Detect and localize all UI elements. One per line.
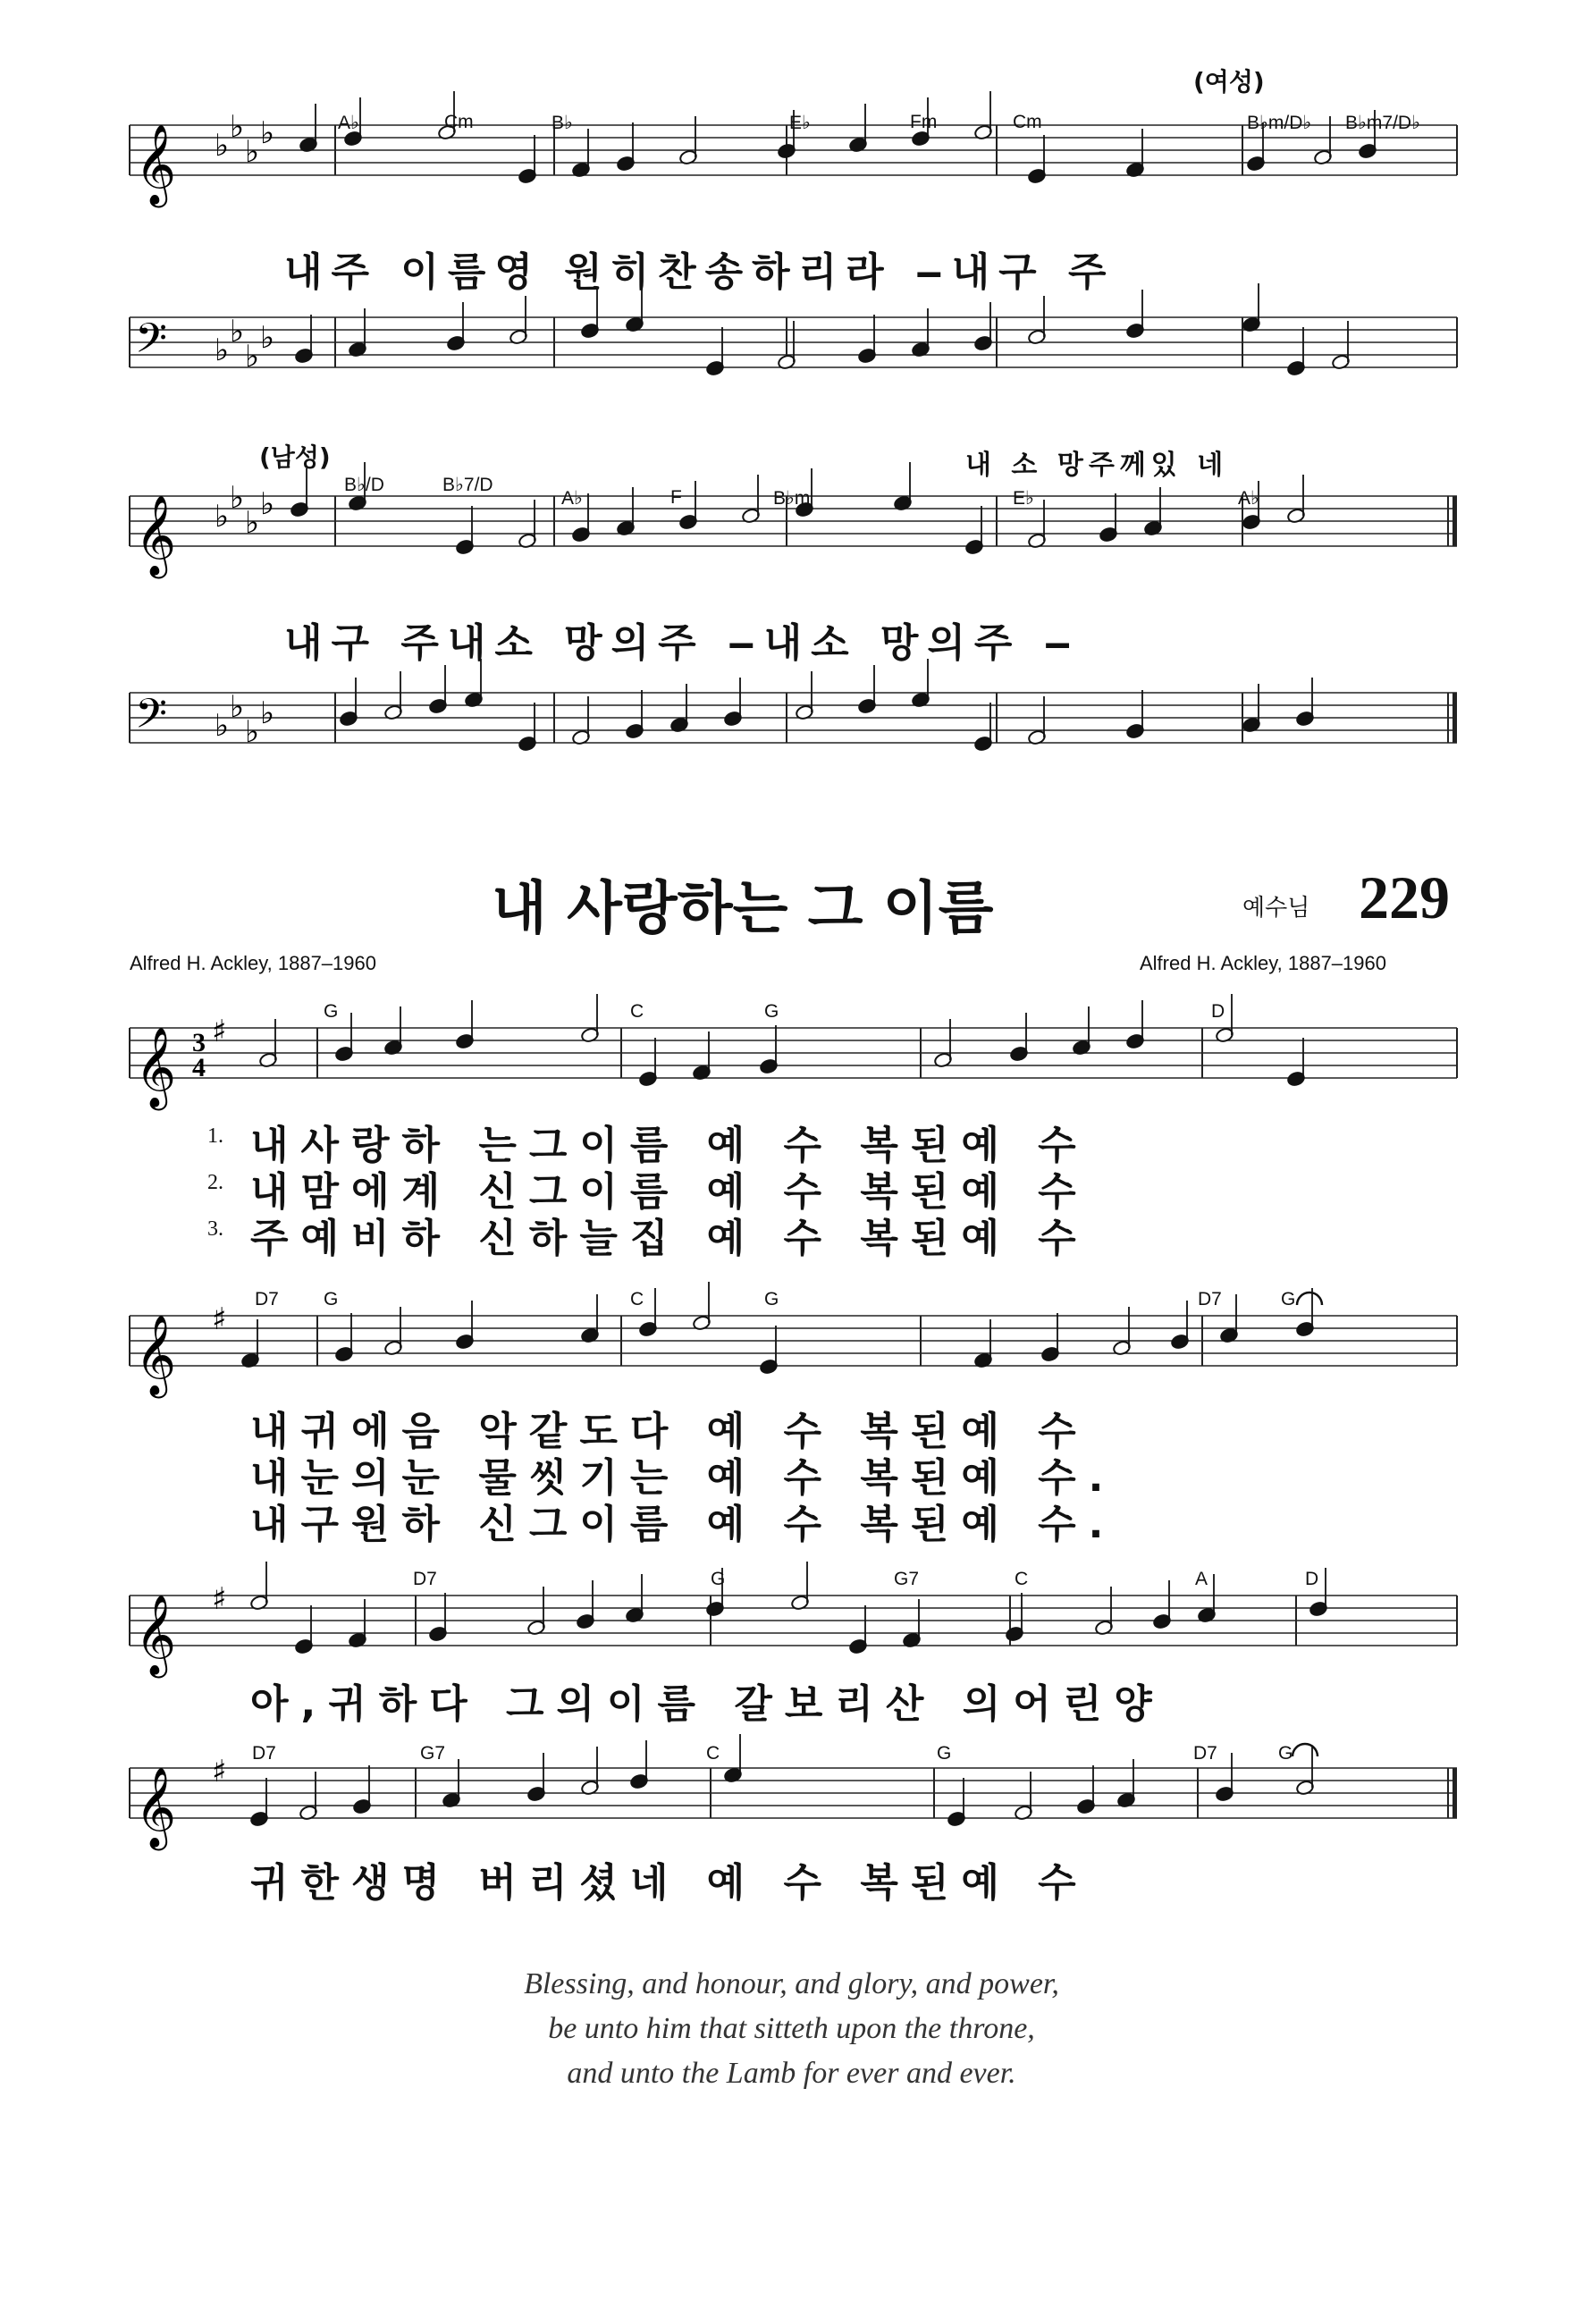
lyrics-line: 내구 주내소 망의주 ‒내소 망의주 ‒: [284, 620, 1081, 666]
treble-clef: 𝄞: [135, 1767, 177, 1848]
flat-sign: ♭: [245, 339, 260, 375]
upper-lyrics-line: 내 소 망주께있 네: [965, 450, 1229, 481]
hymn-category: 예수님: [1242, 895, 1310, 922]
sharp-sign: ♯: [212, 1014, 227, 1049]
chord-symbol: B♭m7/D♭: [1345, 113, 1420, 133]
flat-sign: ♭: [260, 320, 275, 356]
chord-symbol: B♭: [552, 113, 573, 133]
chord-symbol: G: [764, 1001, 779, 1022]
final-barline: [1452, 693, 1457, 743]
flat-sign: ♭: [215, 708, 230, 744]
flat-sign: ♭: [245, 134, 260, 170]
treble-clef: 𝄞: [135, 1595, 177, 1675]
chord-symbol: D: [1211, 1001, 1225, 1022]
chord-symbol: E♭: [1013, 488, 1034, 509]
sharp-sign: ♯: [212, 1754, 227, 1789]
fermata-mark: [1293, 1744, 1318, 1756]
chord-symbol: A♭: [1238, 488, 1259, 509]
verse-number: 2.: [207, 1171, 223, 1194]
music-credit: Alfred H. Ackley, 1887–1960: [1140, 952, 1386, 974]
bass-clef: 𝄢: [135, 690, 168, 748]
flat-sign: ♭: [260, 115, 275, 151]
chord-symbol: A♭: [561, 488, 583, 509]
scripture-line: Blessing, and honour, and glory, and power,: [524, 1967, 1059, 2000]
chord-symbol: D: [1305, 1569, 1319, 1589]
bass-clef: 𝄢: [135, 315, 168, 373]
lyrics-verse-3: 내구원하 신그이름 예 수 복된예 수.: [250, 1502, 1116, 1547]
chord-symbol: F: [670, 487, 682, 508]
chord-symbol: G: [324, 1001, 339, 1022]
time-signature-bottom: 4: [192, 1053, 206, 1082]
chord-symbol: B♭/D: [344, 475, 384, 495]
sharp-sign: ♯: [212, 1301, 227, 1337]
flat-sign: ♭: [230, 314, 245, 349]
men-part-label: (남성): [259, 442, 331, 472]
treble-clef: 𝄞: [135, 495, 177, 576]
verse-number: 1.: [207, 1124, 223, 1148]
chord-symbol: G: [711, 1569, 726, 1589]
chord-symbol: G7: [420, 1743, 446, 1764]
fermata-mark: [1297, 1293, 1322, 1305]
flat-sign: ♭: [260, 695, 275, 731]
lyrics-verse-2: 내맘에계 신그이름 예 수 복된예 수: [250, 1169, 1089, 1215]
lyrics-verse-1: 내귀에음 악같도다 예 수 복된예 수: [250, 1409, 1089, 1454]
chord-symbol: B♭m/D♭: [1247, 113, 1312, 133]
chord-symbol: G: [1278, 1743, 1293, 1764]
final-barline: [1452, 496, 1457, 546]
lyrics-verse-1: 내사랑하 는그이름 예 수 복된예 수: [250, 1123, 1089, 1168]
chord-symbol: Cm: [1013, 112, 1042, 132]
treble-clef: 𝄞: [135, 1315, 177, 1395]
lyrics-verse-3: 주예비하 신하늘집 예 수 복된예 수: [250, 1216, 1089, 1261]
chord-symbol: C: [630, 1289, 644, 1309]
chord-symbol: B♭m: [773, 488, 811, 509]
chord-symbol: C: [630, 1001, 644, 1022]
chord-symbol: G: [1281, 1289, 1296, 1309]
sharp-sign: ♯: [212, 1581, 227, 1617]
chord-symbol: C: [1015, 1569, 1029, 1589]
flat-sign: ♭: [230, 689, 245, 725]
chord-symbol: D7: [252, 1743, 276, 1764]
chord-symbol: A: [1195, 1569, 1208, 1589]
chord-symbol: D7: [1193, 1743, 1217, 1764]
flat-sign: ♭: [245, 505, 260, 541]
lyrics-refrain: 아,귀하다 그의이름 갈보리산 의어린양: [250, 1681, 1165, 1727]
chord-symbol: C: [706, 1743, 720, 1764]
chord-symbol: D7: [255, 1289, 279, 1309]
final-barline: [1452, 1768, 1457, 1818]
verse-number: 3.: [207, 1217, 223, 1241]
chord-symbol: Fm: [910, 112, 938, 132]
lyrics-line: 내주 이름영 원히찬송하리라 ‒내구 주: [284, 249, 1116, 295]
lyrics-verse-2: 내눈의눈 물씻기는 예 수 복된예 수.: [250, 1455, 1116, 1501]
chord-symbol: Cm: [444, 112, 474, 132]
treble-clef: 𝄞: [135, 124, 177, 205]
hymn-title: 내 사랑하는 그 이름: [492, 876, 994, 942]
words-credit: Alfred H. Ackley, 1887–1960: [130, 952, 376, 974]
time-signature-top: 3: [192, 1028, 206, 1057]
hymn-number: 229: [1359, 863, 1450, 931]
women-part-label: (여성): [1193, 67, 1265, 97]
flat-sign: ♭: [260, 486, 275, 522]
chord-symbol: A♭: [338, 113, 359, 133]
chord-symbol: E♭: [789, 113, 811, 133]
flat-sign: ♭: [215, 128, 230, 164]
flat-sign: ♭: [230, 480, 245, 516]
flat-sign: ♭: [245, 714, 260, 750]
lyrics-refrain: 귀한생명 버리셨네 예 수 복된예 수: [250, 1860, 1089, 1906]
chord-symbol: G: [324, 1289, 339, 1309]
treble-clef: 𝄞: [135, 1027, 177, 1107]
flat-sign: ♭: [215, 499, 230, 535]
scripture-line: be unto him that sitteth upon the throne,: [548, 2012, 1035, 2045]
chord-symbol: D7: [413, 1569, 437, 1589]
chord-symbol: D7: [1198, 1289, 1222, 1309]
scripture-line: and unto the Lamb for ever and ever.: [567, 2057, 1016, 2090]
chord-symbol: G: [937, 1743, 952, 1764]
chord-symbol: B♭7/D: [442, 475, 493, 495]
flat-sign: ♭: [215, 333, 230, 368]
flat-sign: ♭: [230, 109, 245, 145]
chord-symbol: G: [764, 1289, 779, 1309]
chord-symbol: G7: [894, 1569, 920, 1589]
